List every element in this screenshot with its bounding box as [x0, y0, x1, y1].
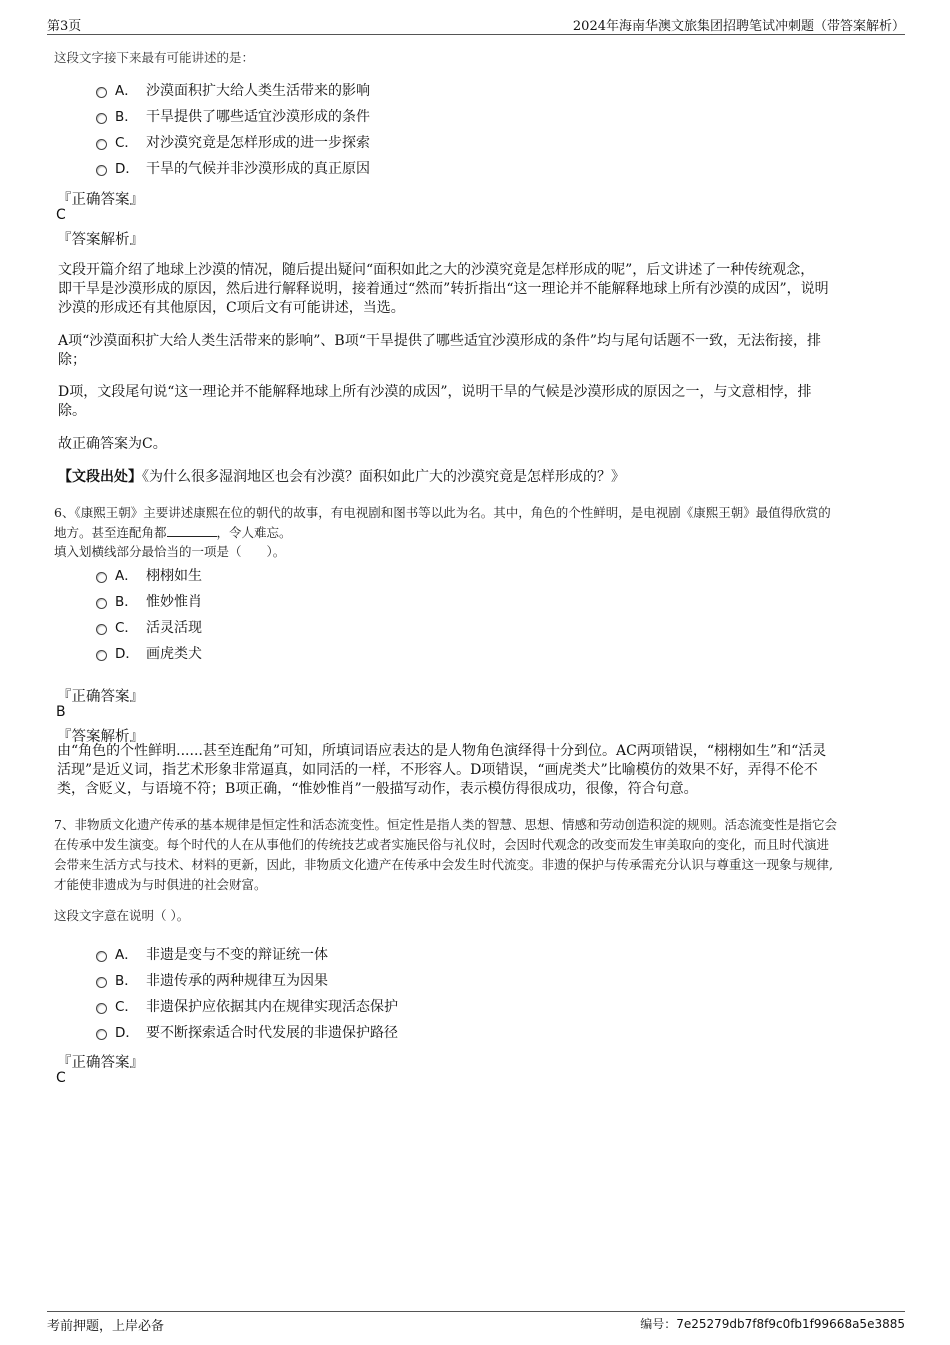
correct-answer: C	[56, 207, 66, 223]
radio-icon[interactable]	[96, 1029, 107, 1040]
option-b[interactable]: B． 惟妙惟肖	[96, 593, 202, 611]
option-a[interactable]: A． 栩栩如生	[96, 567, 202, 585]
radio-icon[interactable]	[96, 624, 107, 635]
radio-icon[interactable]	[96, 572, 107, 583]
answer-label: 『正确答案』	[57, 192, 144, 208]
text-source	[58, 468, 890, 487]
footer-slogan: 考前押题，上岸必备	[47, 1319, 165, 1334]
analysis-conclusion: 故正确答案为C。	[58, 436, 167, 452]
option-d[interactable]: D． 干旱的气候并非沙漠形成的真正原因	[96, 160, 370, 178]
option-d[interactable]: D． 要不断探索适合时代发展的非遗保护路径	[96, 1024, 398, 1042]
document-title: 2024年海南华澳文旅集团招聘笔试冲刺题（带答案解析）	[572, 19, 905, 34]
option-c[interactable]: C． 非遗保护应依据其内在规律实现活态保护	[96, 998, 398, 1016]
correct-answer: C	[56, 1070, 66, 1086]
option-b[interactable]: B． 干旱提供了哪些适宜沙漠形成的条件	[96, 108, 370, 126]
page-number: 第3页	[47, 19, 82, 34]
fill-blank	[167, 525, 217, 537]
page-header	[47, 14, 905, 35]
analysis-paragraph-1: 文段开篇介绍了地球上沙漠的情况，随后提出疑问“面积如此之大的沙漠究竟是怎样形成的呢”，后文讲述了一种传统观念， 即干旱是沙漠形成的原因，然后进行解释说明，接着通过“然而”转折指出“这一理论并不能解释地球上所有沙漠的成因”，说明 沙漠的形成还有其他原因，C项后文有可能讲述，当选。	[58, 262, 829, 316]
radio-icon[interactable]	[96, 139, 107, 150]
radio-icon[interactable]	[96, 951, 107, 962]
radio-icon[interactable]	[96, 977, 107, 988]
option-d[interactable]: D． 画虎类犬	[96, 645, 202, 663]
source-title: 《为什么很多湿润地区也会有沙漠？面积如此广大的沙漠究竟是怎样形成的？》	[142, 469, 625, 485]
question-6-stem: 6、《康熙王朝》主要讲述康熙在位的朝代的故事，有电视剧和图书等以此为名。其中，角色的个性鲜明，是电视剧《康熙王朝》最值得欣赏的 地方。甚至连配角都 ，令人难忘。	[54, 505, 831, 540]
radio-icon[interactable]	[96, 165, 107, 176]
source-label: 【文段出处】	[58, 469, 142, 485]
page-footer	[47, 1311, 905, 1334]
analysis-paragraph-3: D项，文段尾句说“这一理论并不能解释地球上所有沙漠的成因”，说明干旱的气候是沙漠形成的原因之一，与文意相悖，排 除。	[58, 384, 812, 419]
option-c[interactable]: C． 活灵活现	[96, 619, 202, 637]
analysis-paragraph-2: A项“沙漠面积扩大给人类生活带来的影响”、B项“干旱提供了哪些适宜沙漠形成的条件”均与尾句话题不一致，无法衔接，排 除；	[58, 333, 822, 368]
radio-icon[interactable]	[96, 113, 107, 124]
analysis-label: 『答案解析』	[57, 729, 144, 745]
question-prompt: 这段文字接下来最有可能讲述的是：	[54, 50, 255, 65]
analysis-paragraph: 由“角色的个性鲜明......甚至连配角”可知，所填词语应表达的是人物角色演绎得十分到位。AC两项错误，“栩栩如生”和“活灵 活现”是近义词，指艺术形象非常逼真，如同活的一样，不形容人。D项错误，“画虎类犬”比喻模仿的效果不好，弄得不伦不 类，含贬义，与语境不符；B项正确，“惟妙惟肖”一般描写动作，表示模仿得很成功，很像，符合句意。	[57, 743, 827, 797]
option-a[interactable]: A． 沙漠面积扩大给人类生活带来的影响	[96, 82, 370, 100]
answer-label: 『正确答案』	[57, 689, 144, 705]
radio-icon[interactable]	[96, 598, 107, 609]
radio-icon[interactable]	[96, 87, 107, 98]
analysis-label: 『答案解析』	[57, 232, 144, 248]
answer-label: 『正确答案』	[57, 1055, 144, 1071]
question-7-stem: 7、非物质文化遗产传承的基本规律是恒定性和活态流变性。恒定性是指人类的智慧、思想、情感和劳动创造积淀的规则。活态流变性是指它会 在传承中发生演变。每个时代的人在从事他们的传统技艺或者实施民俗与礼仪时，会因时代观念的改变而发生审美取向的变化，而且时代演进 会带来生活方式与技术、材料的更新，因此，非物质文化遗产在传承中会发生时代流变。非遗的保护与传承需充分认识与尊重这一现象与规律, 才能使非遗成为与时俱进的社会财富。	[54, 817, 837, 892]
option-c[interactable]: C． 对沙漠究竟是怎样形成的进一步探索	[96, 134, 370, 152]
document-code: 编号：7e25279db7f8f9c0fb1f99668a5e3885	[640, 1317, 905, 1331]
radio-icon[interactable]	[96, 650, 107, 661]
option-a[interactable]: A． 非遗是变与不变的辩证统一体	[96, 946, 328, 964]
radio-icon[interactable]	[96, 1003, 107, 1014]
question-6-prompt: 填入划横线部分最恰当的一项是（ ）。	[54, 544, 286, 559]
correct-answer: B	[56, 704, 66, 720]
option-b[interactable]: B． 非遗传承的两种规律互为因果	[96, 972, 328, 990]
question-7-prompt: 这段文字意在说明（ ）。	[54, 908, 190, 923]
